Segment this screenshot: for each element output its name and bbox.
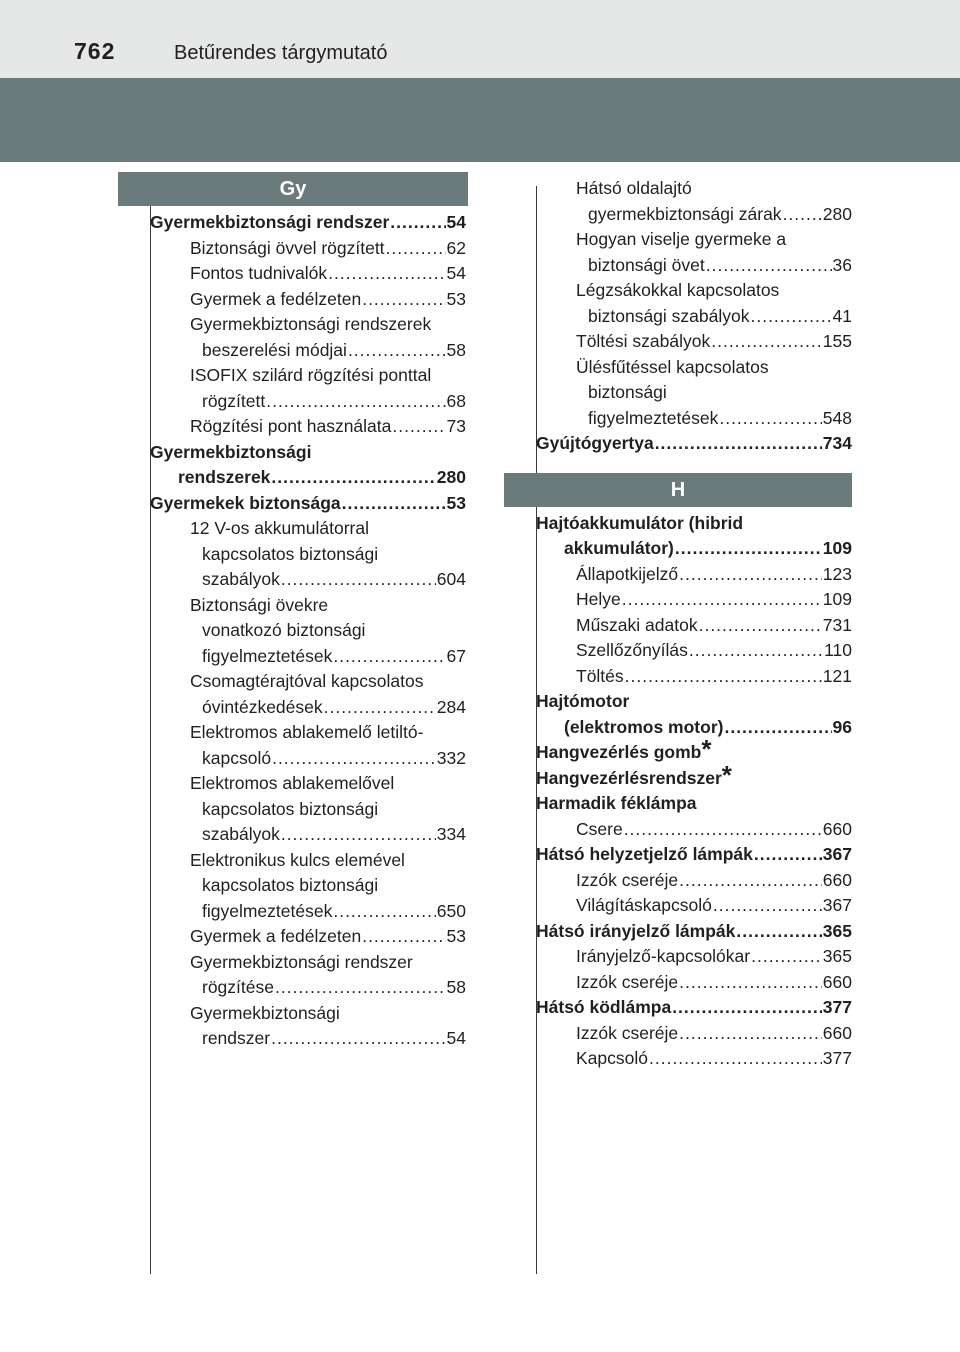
index-list: [536, 176, 852, 457]
entry-text: Izzók cseréje: [576, 869, 679, 890]
entry-text: kapcsoló: [202, 747, 272, 768]
index-entry: [150, 210, 466, 236]
page-reference: 377: [822, 997, 852, 1017]
index-subentry: [150, 848, 466, 874]
index-subentry: [536, 664, 852, 690]
index-subentry: [150, 797, 466, 823]
entry-text: Töltés: [576, 665, 624, 686]
index-subentry: [150, 363, 466, 389]
dot-leader: [272, 746, 436, 772]
header-band: [0, 78, 960, 162]
dot-leader: [750, 304, 831, 330]
index-subentry: [150, 516, 466, 542]
entry-text: Izzók cseréje: [576, 971, 679, 992]
dot-leader: [622, 587, 822, 613]
index-subentry: [150, 771, 466, 797]
index-entry: [536, 511, 852, 537]
page-reference: 604: [436, 569, 466, 589]
entry-text: akkumulátor): [564, 538, 674, 558]
entry-text: figyelmeztetések: [202, 900, 333, 921]
page-reference: 36: [832, 254, 852, 275]
index-entry: [536, 919, 852, 945]
index-subentry: [536, 944, 852, 970]
index-subentry: [536, 355, 852, 381]
index-entry: [536, 536, 852, 562]
page-reference: 110: [824, 640, 852, 660]
entry-text: 12 V-os akkumulátorral: [190, 518, 369, 538]
entry-text: biztonsági övet: [588, 254, 705, 275]
entry-text: Izzók cseréje: [576, 1022, 679, 1043]
entry-text: beszerelési módjai: [202, 339, 347, 360]
page-reference: 731: [822, 614, 852, 635]
dot-leader: [266, 389, 445, 415]
page-reference: 155: [822, 331, 852, 351]
entry-text: Csere: [576, 818, 623, 839]
entry-text: Irányjelző-kapcsolókar: [576, 946, 751, 966]
page-reference: 280: [822, 203, 852, 224]
index-entry: [536, 791, 852, 817]
entry-text: Gyújtógyertya: [536, 433, 654, 453]
section-heading-h: H: [504, 473, 852, 507]
dot-leader: [649, 1046, 822, 1072]
index-subentry: [150, 669, 466, 695]
page-reference: 332: [436, 747, 466, 768]
index-subentry: [536, 278, 852, 304]
dot-leader: [281, 822, 436, 848]
entry-text: Ülésfűtéssel kapcsolatos: [576, 356, 769, 377]
index-entry: [536, 715, 852, 741]
page-reference: 367: [822, 844, 852, 864]
entry-text: kapcsolatos biztonsági: [202, 798, 379, 819]
index-subentry: [150, 924, 466, 950]
dot-leader: [675, 536, 822, 562]
dot-leader: [711, 329, 822, 355]
index-subentry: [150, 567, 466, 593]
page-reference: 109: [822, 589, 852, 609]
entry-text: Állapotkijelző: [576, 563, 679, 584]
entry-text: (elektromos motor): [564, 716, 724, 737]
entry-text: kapcsolatos biztonsági: [202, 875, 379, 895]
page-reference: 660: [822, 818, 852, 839]
entry-text: Gyermek a fedélzeten: [190, 926, 362, 946]
entry-text: Hangvezérlés gomb: [536, 742, 702, 762]
index-subentry: [150, 236, 466, 262]
page-reference: 53: [446, 926, 466, 946]
index-subentry: [150, 644, 466, 670]
index-subentry: [150, 899, 466, 925]
page-reference: 121: [822, 665, 852, 686]
index-subentry: [536, 587, 852, 613]
index-subentry: [536, 380, 852, 406]
index-subentry: [150, 873, 466, 899]
page-reference: 660: [822, 869, 852, 890]
page-reference: 660: [822, 1022, 852, 1043]
entry-text: Gyermekbiztonsági rendszer: [190, 951, 413, 972]
page-reference: 58: [446, 339, 466, 360]
entry-text: Biztonsági övekre: [190, 594, 329, 615]
index-subentry: [150, 1026, 466, 1052]
index-subentry: [536, 253, 852, 279]
page-reference: 62: [446, 237, 466, 258]
page-reference: 54: [446, 263, 466, 283]
entry-text: Harmadik féklámpa: [536, 793, 697, 813]
dot-leader: [362, 924, 445, 950]
entry-text: Gyermekbiztonsági rendszer: [150, 212, 390, 232]
dot-leader: [386, 236, 446, 262]
index-subentry: [536, 406, 852, 432]
page-reference: 377: [822, 1048, 852, 1068]
entry-text: Fontos tudnivalók: [190, 263, 328, 283]
index-subentry: [150, 338, 466, 364]
index-subentry: [536, 227, 852, 253]
index-subentry: [536, 817, 852, 843]
dot-leader: [328, 261, 445, 287]
right-column: [536, 176, 852, 1072]
dot-leader: [713, 893, 822, 919]
index-subentry: [150, 542, 466, 568]
dot-leader: [679, 562, 822, 588]
dot-leader: [342, 491, 446, 517]
page-reference: 650: [436, 900, 466, 921]
index-subentry: [536, 613, 852, 639]
entry-text: Elektromos ablakemelővel: [190, 773, 395, 793]
index-list: [536, 511, 852, 1072]
page-reference: 53: [446, 288, 466, 309]
dot-leader: [736, 919, 821, 945]
index-subentry: [150, 975, 466, 1001]
dot-leader: [625, 664, 822, 690]
index-subentry: [150, 261, 466, 287]
entry-text: rögzítése: [202, 977, 274, 997]
index-subentry: [536, 1046, 852, 1072]
dot-leader: [689, 638, 823, 664]
index-list: [150, 210, 466, 1052]
dot-leader: [271, 1026, 445, 1052]
entry-text: Szellőzőnyílás: [576, 640, 688, 660]
index-entry: Hangvezérlésrendszer *: [536, 759, 732, 790]
index-subentry: [536, 868, 852, 894]
dot-leader: [392, 414, 445, 440]
entry-text: óvintézkedések: [202, 696, 323, 717]
entry-text: Elektronikus kulcs elemével: [190, 849, 405, 870]
page-reference: 280: [436, 467, 466, 487]
page-reference: 68: [446, 390, 466, 411]
entry-text: Gyermek a fedélzeten: [190, 288, 362, 309]
index-subentry: [150, 414, 466, 440]
page-reference: 334: [436, 824, 466, 844]
left-column: [150, 172, 466, 1052]
dot-leader: [751, 944, 822, 970]
entry-text: Hajtómotor: [536, 691, 630, 711]
dot-leader: [281, 567, 436, 593]
page-header: [0, 0, 960, 78]
index-entry: [536, 995, 852, 1021]
dot-leader: [390, 210, 445, 236]
dot-leader: [754, 842, 822, 868]
index-subentry: [150, 950, 466, 976]
entry-text: Hogyan viselje gyermeke a: [576, 229, 787, 249]
page-reference: 109: [822, 538, 852, 558]
index-subentry: [536, 329, 852, 355]
index-subentry: [150, 287, 466, 313]
entry-text: Gyermekek biztonsága: [150, 492, 341, 513]
page-reference: 54: [446, 212, 466, 232]
dot-leader: [655, 431, 822, 457]
entry-text: rögzített: [202, 390, 266, 411]
entry-text: kapcsolatos biztonsági: [202, 543, 379, 564]
dot-leader: [679, 970, 822, 996]
index-subentry: [150, 618, 466, 644]
dot-leader: [362, 287, 445, 313]
index-subentry: [536, 638, 852, 664]
page-reference: 73: [446, 416, 466, 436]
entry-text: ISOFIX szilárd rögzítési ponttal: [190, 365, 432, 385]
page-reference: 367: [822, 895, 852, 915]
page-reference: 365: [822, 920, 852, 941]
index-subentry: [150, 593, 466, 619]
index-subentry: [536, 304, 852, 330]
index-subentry: [150, 822, 466, 848]
entry-text: Műszaki adatok: [576, 614, 698, 635]
entry-text: vonatkozó biztonsági: [202, 620, 366, 640]
index-subentry: [150, 1001, 466, 1027]
entry-text: Hátsó irányjelző lámpák: [536, 920, 736, 941]
entry-text: Hangvezérlésrendszer: [536, 767, 722, 788]
entry-text: rendszerek: [178, 467, 271, 487]
entry-text: Kapcsoló: [576, 1048, 648, 1068]
dot-leader: [719, 406, 821, 432]
dot-leader: [271, 465, 435, 491]
index-subentry: [150, 389, 466, 415]
page-reference: 96: [832, 716, 852, 737]
page-reference: 54: [446, 1028, 466, 1048]
entry-text: Gyermekbiztonsági rendszerek: [190, 314, 432, 334]
page-reference: 58: [446, 977, 466, 997]
index-entry: [536, 842, 852, 868]
index-entry: Hangvezérlés gomb *: [536, 734, 712, 764]
entry-text: Gyermekbiztonsági: [150, 441, 312, 462]
page-reference: 548: [822, 407, 852, 428]
dot-leader: [783, 202, 822, 228]
page-reference: 123: [822, 563, 852, 584]
entry-text: Hátsó ködlámpa: [536, 997, 672, 1017]
entry-text: Hátsó helyzetjelző lámpák: [536, 844, 753, 864]
dot-leader: [624, 817, 822, 843]
entry-text: Töltési szabályok: [576, 331, 711, 351]
page-reference: 53: [446, 492, 466, 513]
index-entry: [150, 465, 466, 491]
index-subentry: [150, 312, 466, 338]
page-reference: 67: [446, 645, 466, 666]
dot-leader: [699, 613, 822, 639]
entry-text: figyelmeztetések: [588, 407, 719, 428]
entry-text: szabályok: [202, 824, 280, 844]
entry-text: Rögzítési pont használata: [190, 416, 392, 436]
index-entry: [536, 689, 852, 715]
dot-leader: [333, 644, 445, 670]
entry-text: Csomagtérajtóval kapcsolatos: [190, 671, 424, 691]
index-subentry: [536, 562, 852, 588]
entry-text: Hajtóakkumulátor (hibrid: [536, 512, 744, 533]
index-subentry: [536, 202, 852, 228]
dot-leader: [672, 995, 822, 1021]
dot-leader: [724, 715, 831, 741]
entry-text: rendszer: [202, 1028, 271, 1048]
entry-text: szabályok: [202, 569, 280, 589]
page-title: Betűrendes tárgymutató: [174, 42, 388, 64]
page-reference: 41: [832, 305, 852, 326]
index-subentry: [536, 893, 852, 919]
dot-leader: [324, 695, 436, 721]
index-entry: [536, 431, 852, 457]
dot-leader: [333, 899, 435, 925]
entry-text: Hátsó oldalajtó: [576, 178, 692, 198]
dot-leader: [275, 975, 446, 1001]
index-subentry: [150, 695, 466, 721]
dot-leader: [679, 868, 822, 894]
dot-leader: [706, 253, 832, 279]
index-entry: [150, 440, 466, 466]
page-reference: 365: [822, 946, 852, 966]
index-entry: [150, 491, 466, 517]
index-subentry: [150, 746, 466, 772]
entry-text: Gyermekbiztonsági: [190, 1002, 340, 1023]
section-heading-gy: Gy: [118, 172, 468, 206]
entry-text: Elektromos ablakemelő letiltó-: [190, 722, 424, 742]
entry-text: Biztonsági övvel rögzített: [190, 237, 385, 258]
dot-leader: [679, 1021, 822, 1047]
entry-text: Világításkapcsoló: [576, 895, 712, 915]
page-number: 762: [74, 38, 116, 64]
page-reference: 734: [822, 433, 852, 453]
page-reference: 660: [822, 971, 852, 992]
dot-leader: [348, 338, 446, 364]
entry-text: Légzsákokkal kapcsolatos: [576, 280, 780, 300]
index-subentry: [536, 970, 852, 996]
page-reference: 284: [436, 696, 466, 717]
entry-text: Helye: [576, 589, 621, 609]
entry-text: gyermekbiztonsági zárak: [588, 203, 782, 224]
index-subentry: [536, 176, 852, 202]
index-subentry: [150, 720, 466, 746]
entry-text: figyelmeztetések: [202, 645, 333, 666]
index-subentry: [536, 1021, 852, 1047]
entry-text: biztonsági szabályok: [588, 305, 750, 326]
entry-text: biztonsági: [588, 382, 667, 402]
